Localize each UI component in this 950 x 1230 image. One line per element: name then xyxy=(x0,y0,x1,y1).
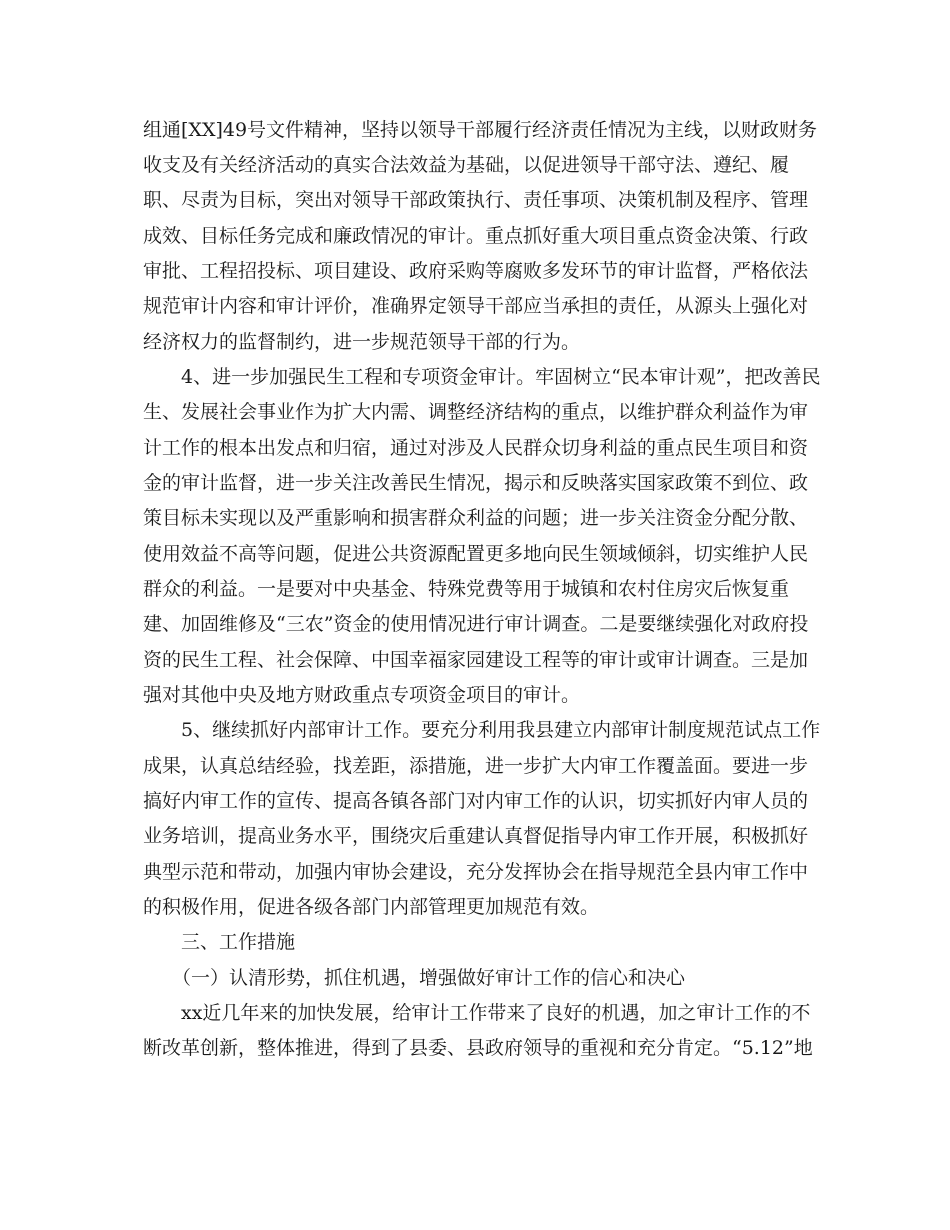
text-line: 组通[XX]49号文件精神，坚持以领导干部履行经济责任情况为主线，以财政财务 xyxy=(143,119,818,141)
paragraph-first-line: xx近几年来的加快发展，给审计工作带来了良好的机遇，加之审计工作的不 xyxy=(181,1002,811,1024)
text-line: 强对其他中央及地方财政重点专项资金项目的审计。 xyxy=(143,684,581,706)
text-line: 成效、目标任务完成和廉政情况的审计。重点抓好重大项目重点资金决策、行政 xyxy=(143,225,809,247)
paragraph-5-first-line: 5、继续抓好内部审计工作。要充分利用我县建立内部审计制度规范试点工作 xyxy=(181,719,821,741)
text-line: 经济权力的监督制约，进一步规范领导干部的行为。 xyxy=(143,331,581,353)
text-line: 群众的利益。一是要对中央基金、特殊党费等用于城镇和农村住房灾后恢复重 xyxy=(143,578,790,600)
text-line: 的积极作用，促进各级各部门内部管理更加规范有效。 xyxy=(143,896,600,918)
text-line: 策目标未实现以及严重影响和损害群众利益的问题；进一步关注资金分配分散、 xyxy=(143,507,809,529)
text-line: 业务培训，提高业务水平，围绕灾后重建认真督促指导内审工作开展，积极抓好 xyxy=(143,825,809,847)
subsection-heading: （一）认清形势，抓住机遇，增强做好审计工作的信心和决心 xyxy=(172,967,686,989)
text-line: 资的民生工程、社会保障、中国幸福家园建设工程等的审计或审计调查。三是加 xyxy=(143,649,809,671)
text-line: 断改革创新，整体推进，得到了县委、县政府领导的重视和充分肯定。“5.12”地 xyxy=(143,1037,813,1059)
section-heading: 三、工作措施 xyxy=(181,931,296,953)
text-line: 职、尽责为目标，突出对领导干部政策执行、责任事项、决策机制及程序、管理 xyxy=(143,189,809,211)
text-line: 金的审计监督，进一步关注改善民生情况，揭示和反映落实国家政策不到位、政 xyxy=(143,472,809,494)
text-line: 成果，认真总结经验，找差距，添措施，进一步扩大内审工作覆盖面。要进一步 xyxy=(143,755,809,777)
text-line: 典型示范和带动，加强内审协会建设，充分发挥协会在指导规范全县内审工作中 xyxy=(143,861,809,883)
text-line: 搞好内审工作的宣传、提高各镇各部门对内审工作的认识，切实抓好内审人员的 xyxy=(143,790,809,812)
text-line: 规范审计内容和审计评价，准确界定领导干部应当承担的责任，从源头上强化对 xyxy=(143,295,809,317)
text-line: 生、发展社会事业作为扩大内需、调整经济结构的重点，以维护群众利益作为审 xyxy=(143,401,809,423)
text-line: 建、加固维修及“三农”资金的使用情况进行审计调查。二是要继续强化对政府投 xyxy=(143,613,809,635)
paragraph-4-first-line: 4、进一步加强民生工程和专项资金审计。牢固树立“民本审计观”，把改善民 xyxy=(181,366,821,388)
text-line: 审批、工程招投标、项目建设、政府采购等腐败多发环节的审计监督，严格依法 xyxy=(143,260,809,282)
text-line: 收支及有关经济活动的真实合法效益为基础，以促进领导干部守法、遵纪、履 xyxy=(143,154,790,176)
text-line: 使用效益不高等问题，促进公共资源配置更多地向民生领域倾斜，切实维护人民 xyxy=(143,543,809,565)
text-line: 计工作的根本出发点和归宿，通过对涉及人民群众切身利益的重点民生项目和资 xyxy=(143,437,809,459)
